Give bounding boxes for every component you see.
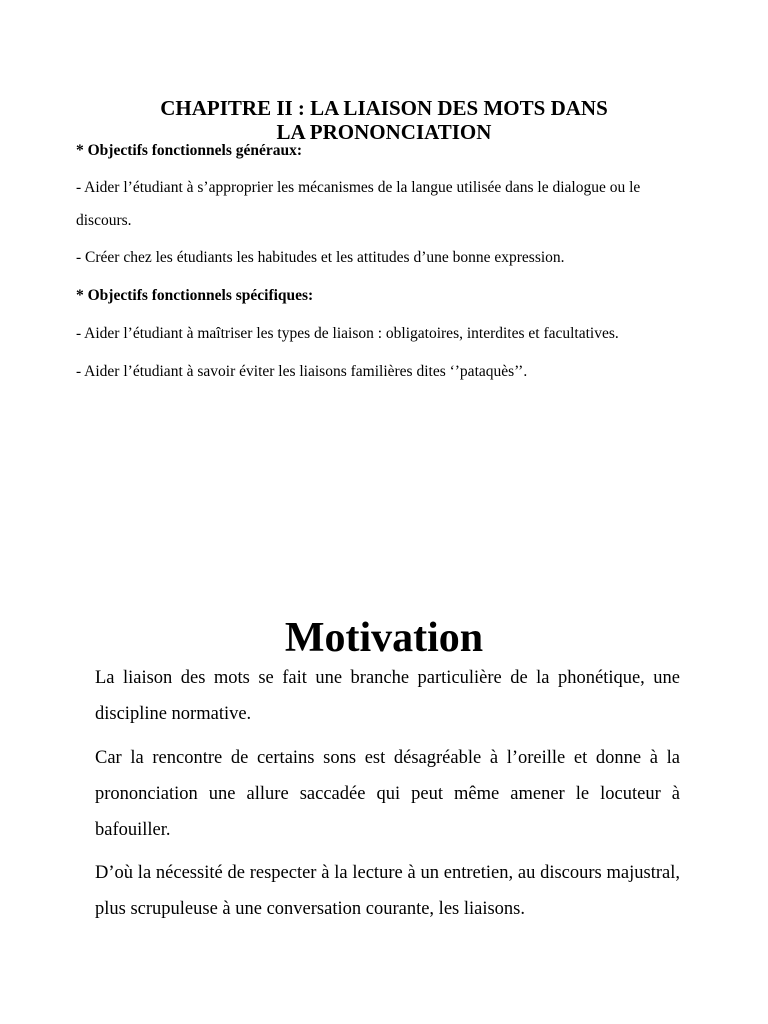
motivation-title: Motivation (284, 615, 484, 661)
chapter-title-line-1: CHAPITRE II : LA LIAISON DES MOTS DANS (160, 96, 608, 120)
chapter-title-line-2: LA PRONONCIATION (276, 120, 492, 144)
specific-objective-item: - Aider l’étudiant à savoir éviter les liaisons familières dites ‘’pataquès’’. (76, 363, 528, 380)
general-objective-item-continuation: discours. (76, 212, 132, 229)
motivation-paragraph: La liaison des mots se fait une branche particulière de la phonétique, une discipline normative. (95, 668, 680, 724)
general-objective-item: - Créer chez les étudiants les habitudes et les attitudes d’une bonne expression. (76, 249, 565, 266)
motivation-paragraph: Car la rencontre de certains sons est désagréable à l’oreille et donne à la prononciation une allure saccadée qui peut même amener le locuteur à bafouiller. (95, 748, 680, 840)
motivation-paragraph: D’où la nécessité de respecter à la lecture à un entretien, au discours majustral, plus scrupuleuse à une conversation courante, les liaisons. (95, 863, 680, 919)
specific-objectives-heading: * Objectifs fonctionnels spécifiques: (76, 287, 314, 304)
general-objective-item: - Aider l’étudiant à s’approprier les mécanismes de la langue utilisée dans le dialogue ou le (76, 179, 641, 196)
chapter-title (0, 96, 768, 144)
general-objectives-heading: * Objectifs fonctionnels généraux: (76, 142, 303, 159)
specific-objective-item: - Aider l’étudiant à maîtriser les types de liaison : obligatoires, interdites et facultatives. (76, 325, 619, 342)
